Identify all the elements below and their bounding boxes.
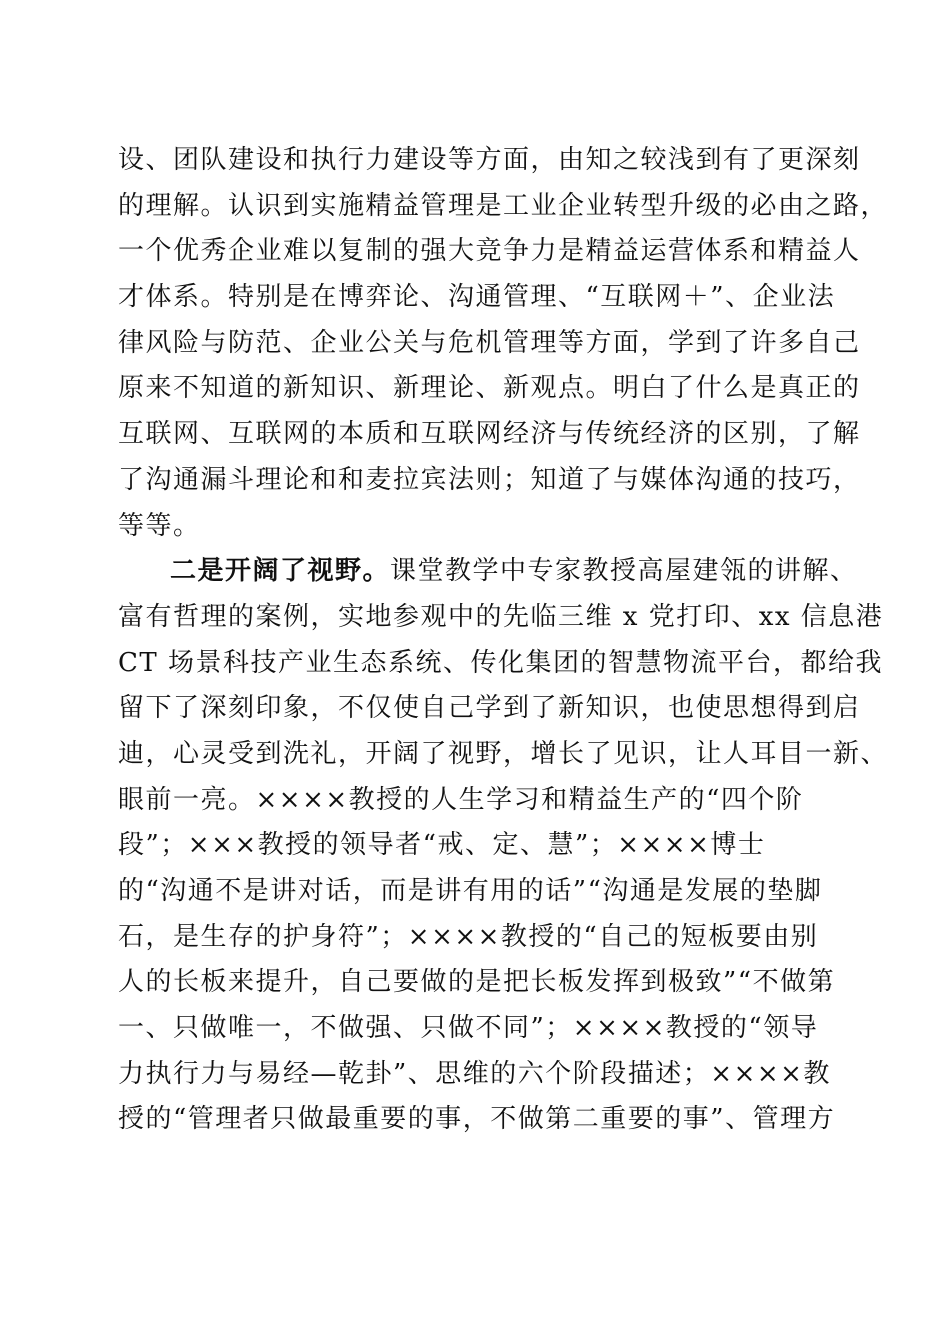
paragraph-heading: 二是开阔了视野。 [170,556,391,587]
text-line: 石，是生存的护身符”；××××教授的“自己的短板要由别 [118,921,819,952]
text-line: 才体系。特别是在博弈论、沟通管理、“互联网＋”、企业法 [118,282,836,313]
text-line: 的“沟通不是讲对话，而是讲有用的话”“沟通是发展的垫脚 [118,876,823,906]
text-line: 一、只做唯一，不做强、只做不同”；××××教授的“领导 [118,1013,819,1044]
text-line: 人的长板来提升，自己要做的是把长板发挥到极致”“不做第 [118,967,836,998]
paragraph-2 [118,549,889,1143]
text-line: 段”；×××教授的领导者“戒、定、慧”；××××博士 [118,830,766,861]
text-line: 力执行力与易经—乾卦”、思维的六个阶段描述；××××教 [118,1058,831,1089]
text-line: 律风险与防范、企业公关与危机管理等方面，学到了许多自己 [118,327,861,358]
text-line: 一个优秀企业难以复制的强大竞争力是精益运营体系和精益人 [118,236,861,267]
text-line: 迪，心灵受到洗礼，开阔了视野，增长了见识，让人耳目一新、 [118,738,889,769]
text-line: 留下了深刻印象，不仅使自己学到了新知识，也使思想得到启 [118,693,861,724]
text-line: 眼前一亮。××××教授的人生学习和精益生产的“四个阶 [118,784,804,815]
text-line: CT 场景科技产业生态系统、传化集团的智慧物流平台，都给我 [118,647,884,678]
text-segment: 课堂教学中专家教授高屋建瓴的讲解、 [390,556,858,587]
paragraph-first-line [118,549,858,595]
body-text [118,138,889,1143]
paragraph-1 [118,138,889,549]
text-line: 的理解。认识到实施精益管理是工业企业转型升级的必由之路， [118,190,889,221]
text-line: 互联网、互联网的本质和互联网经济与传统经济的区别，了解 [118,419,861,450]
text-line: 富有哲理的案例，实地参观中的先临三维 x 党打印、xx 信息港 [118,601,884,632]
text-line: 了沟通漏斗理论和和麦拉宾法则；知道了与媒体沟通的技巧， [118,464,861,495]
text-line: 原来不知道的新知识、新理论、新观点。明白了什么是真正的 [118,373,861,404]
text-line: 设、团队建设和执行力建设等方面，由知之较浅到有了更深刻 [118,145,861,175]
text-line: 授的“管理者只做最重要的事，不做第二重要的事”、管理方 [118,1104,836,1135]
text-line: 等等。 [118,510,201,541]
